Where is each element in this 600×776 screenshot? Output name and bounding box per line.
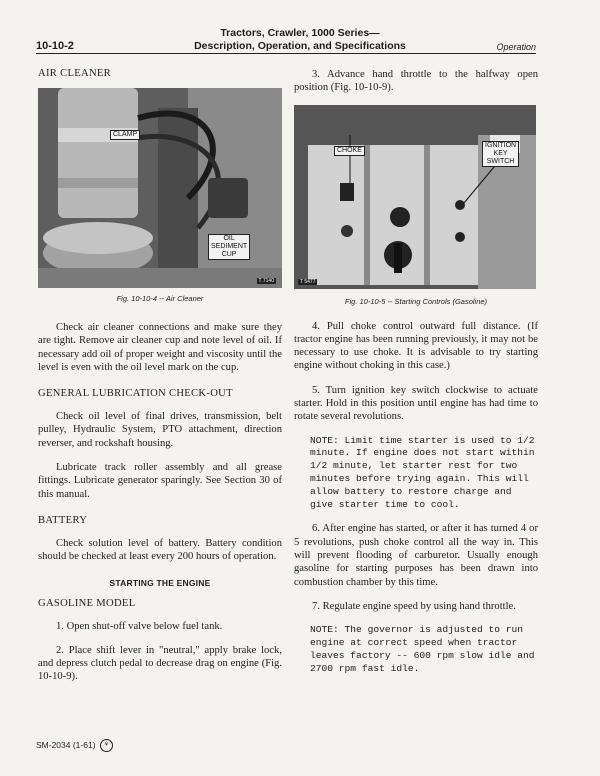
clamp-callout: CLAMP — [110, 130, 140, 140]
note-starter-limit: NOTE: Limit time starter is used to 1/2 minute. If engine does not start within 1/2 minute, let starter rest for two minutes before trying again. This will allow battery to restore charge and give starter time to cool. — [310, 434, 535, 510]
step-5: 5. Turn ignition key switch clockwise to actuate starter. Hold in this position until engine has had time to rotate several revolutions. — [294, 384, 538, 423]
choke-callout: CHOKE — [334, 146, 365, 156]
starting-engine-heading: STARTING THE ENGINE — [109, 577, 211, 588]
step-7: 7. Regulate engine speed by using hand throttle. — [312, 600, 516, 612]
footer-code: SM-2034 (1-61) — [36, 739, 96, 750]
starting-controls-photo — [294, 105, 536, 289]
ignition-key-switch-callout — [482, 141, 519, 167]
page-title-line1: Tractors, Crawler, 1000 Series— — [220, 27, 380, 39]
ignition-callout-line2: KEY — [493, 149, 508, 157]
oil-cup-callout-line1: OIL — [223, 235, 235, 242]
battery-heading: BATTERY — [38, 514, 88, 526]
footer — [36, 739, 113, 752]
photo-number-1: T 7140 — [258, 278, 274, 284]
header-rule — [36, 53, 536, 54]
left-column — [38, 68, 282, 684]
lubrication-text-1: Check oil level of final drives, transmission, belt pulley, Hydraulic System, PTO attachment, direction reverser, and rockshaft housing. — [38, 411, 282, 449]
step-2: 2. Place shift lever in "neutral," apply brake lock, and depress clutch pedal to decrease drag on engine (Fig. 10-10-9). — [38, 644, 282, 683]
oil-cup-callout-line3: CUP — [221, 251, 237, 258]
lubrication-heading: GENERAL LUBRICATION CHECK-OUT — [38, 388, 233, 400]
figure-caption-2: Fig. 10-10-5 -- Starting Controls (Gasoline) — [344, 296, 488, 306]
air-cleaner-text: Check air cleaner connections and make sure they are tight. Remove air cleaner cup and note level of oil. If necessary add oil of proper weight and viscosity until the level is even with the oil level mark on the cup. — [38, 322, 282, 373]
right-column — [294, 68, 538, 675]
note-governor: NOTE: The governor is adjusted to run engine at correct speed when tractor leaves factory -- 600 rpm slow idle and 2700 rpm fast idle. — [310, 624, 535, 674]
starting-controls-illustration — [294, 105, 536, 289]
step-4: 4. Pull choke control outward full distance. (If tractor engine has been running previously, it may not be necessary to use choke. It is advisable to try starting engine without choking in this case.) — [294, 320, 538, 372]
page-title — [150, 27, 450, 53]
oil-cup-callout-line2: SEDIMENT — [211, 243, 248, 250]
step-1: 1. Open shut-off valve below fuel tank. — [56, 620, 223, 632]
photo-number-2: T 5477 — [300, 278, 316, 285]
deere-logo-icon: ⚘ — [100, 739, 113, 752]
step-3: 3. Advance hand throttle to the halfway open position (Fig. 10-10-9). — [294, 69, 538, 94]
gasoline-model-heading: GASOLINE MODEL — [38, 597, 136, 609]
ignition-callout-line3: SWITCH — [486, 157, 515, 165]
battery-text: Check solution level of battery. Battery condition should be checked at least every 200 hours of operation. — [38, 537, 282, 563]
figure-caption-1: Fig. 10-10-4 -- Air Cleaner — [116, 294, 204, 303]
air-cleaner-photo — [38, 88, 282, 288]
oil-sediment-cup-callout — [208, 234, 250, 260]
chapter-label: Operation — [496, 42, 536, 52]
air-cleaner-heading: AIR CLEANER — [38, 68, 112, 79]
ignition-callout-line1: IGNITION — [485, 141, 517, 149]
step-6: 6. After engine has started, or after it has turned 4 or 5 revolutions, push choke control all the way in. This will prevent flooding of carburetor. Usually enough gasoline for starting purposes has been drawn into combustion chamber by this time. — [294, 523, 538, 588]
page-title-line2: Description, Operation, and Specifications — [194, 40, 406, 52]
lubrication-text-2: Lubricate track roller assembly and all grease fittings. Lubricate generator sparingly. See Section 30 of this manual. — [38, 462, 282, 500]
section-number: 10-10-2 — [36, 40, 74, 52]
